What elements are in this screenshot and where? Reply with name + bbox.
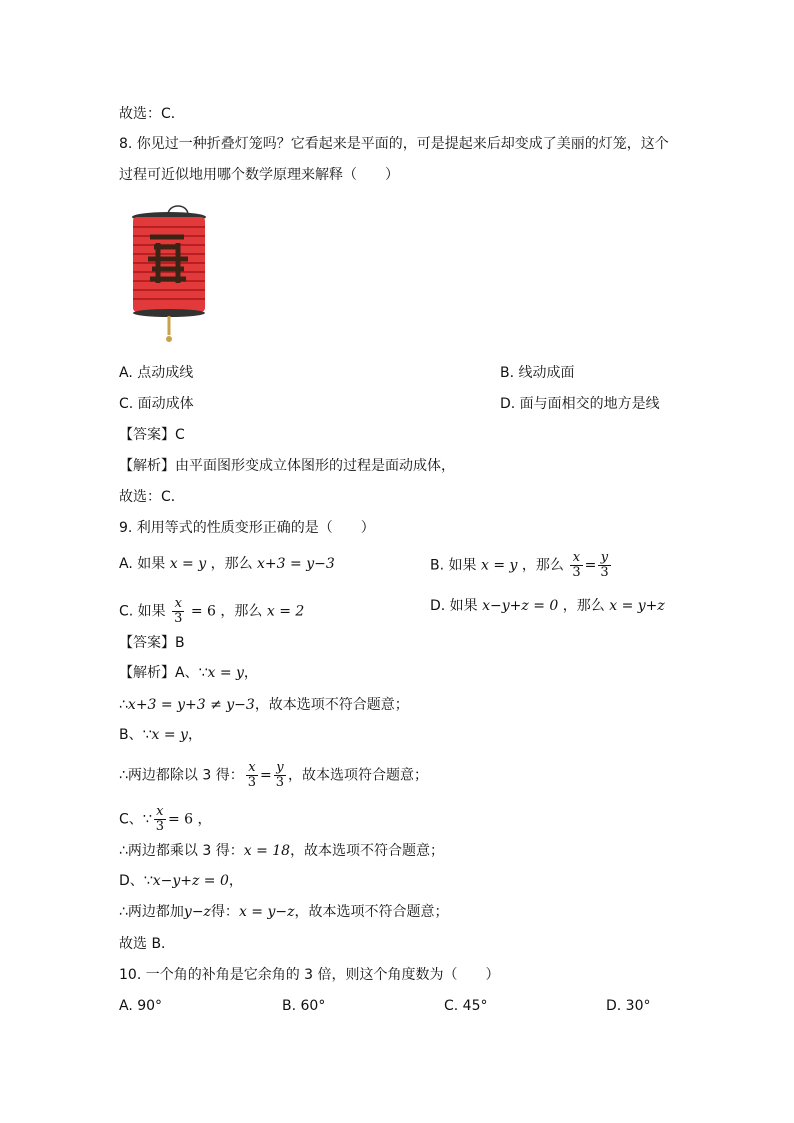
q8-option-d: D. 面与面相交的地方是线	[500, 396, 660, 412]
q9-option-b-mid: ，那么	[521, 557, 564, 574]
q9-option-d-mid: ，那么	[562, 598, 605, 614]
q9-option-c-mid: ，那么	[220, 603, 263, 620]
q9-option-d-eq2: x = y+z	[609, 598, 665, 614]
q9-option-c-rhs: = 6	[190, 603, 216, 620]
q9-option-d-eq1: x−y+z = 0	[482, 598, 559, 614]
q9-option-a	[119, 554, 335, 574]
q9-analysis-c-result: ∴两边都乘以 3 得：x = 18，故本选项不符合题意；	[119, 843, 445, 859]
q9-analysis-b: B、∵x = y，	[119, 727, 202, 743]
q9-answer: 【答案】B	[119, 635, 185, 651]
q9-stem: 9. 利用等式的性质变形正确的是（ ）	[119, 520, 375, 536]
q9-option-b: B. 如果 x = y ，那么 $\frac{x}{3}$ = $\frac{y}{3}$	[430, 550, 609, 580]
q9-analysis-c: C、∵ $\frac{x}{3}$ = 6 ，	[119, 804, 212, 834]
q9-option-b-frac-y: $\frac{y}{3}$	[600, 550, 609, 580]
q8-option-a: A. 点动成线	[119, 365, 194, 381]
q9-option-b-frac-x: $\frac{x}{3}$	[572, 550, 581, 580]
q9-option-c-eq: x = 2	[266, 603, 305, 620]
q9-option-c-prefix: C. 如果	[119, 603, 166, 620]
q9-option-b-prefix: B. 如果	[430, 557, 477, 574]
q9-analysis-a: 【解析】A、∵x = y，	[119, 665, 258, 681]
q9-option-b-eq1: x = y	[480, 557, 518, 574]
q10-option-d: D. 30°	[606, 998, 651, 1014]
q9-analysis-d: D、∵x−y+z = 0，	[119, 873, 243, 889]
q8-choose: 故选：C．	[119, 489, 185, 505]
prev-answer: 故选：C．	[119, 106, 185, 122]
q8-stem-line1: 8. 你见过一种折叠灯笼吗？它看起来是平面的，可是提起来后却变成了美丽的灯笼，这个	[119, 136, 669, 152]
q8-option-b: B. 线动成面	[500, 365, 575, 381]
q8-stem-line2: 过程可近似地用哪个数学原理来解释（ ）	[119, 167, 399, 183]
q9-choose: 故选 B．	[119, 936, 176, 952]
q9-option-c	[119, 597, 304, 626]
q9-option-a-mid: ，那么	[210, 556, 253, 572]
q10-stem: 10. 一个角的补角是它余角的 3 倍，则这个角度数为（ ）	[119, 967, 500, 983]
q9-option-a-eq1: x = y	[169, 556, 207, 572]
q9-option-d-prefix: D. 如果	[430, 598, 478, 614]
q10-option-b: B. 60°	[282, 998, 326, 1014]
q9-option-d	[430, 596, 665, 616]
q9-option-a-eq2: x+3 = y−3	[257, 556, 335, 572]
q9-option-a-prefix: A. 如果	[119, 556, 166, 572]
q8-answer: 【答案】C	[119, 427, 185, 443]
q9-analysis-d-result: ∴两边都加y−z得：x = y−z，故本选项不符合题意；	[119, 904, 449, 920]
folding-lantern-image	[128, 203, 210, 345]
q8-option-c: C. 面动成体	[119, 396, 194, 412]
q9-option-c-frac: $\frac{x}{3}$	[174, 596, 183, 626]
q9-analysis-a-result: ∴x+3 = y+3 ≠ y−3，故本选项不符合题意；	[119, 697, 409, 713]
q8-analysis: 【解析】由平面图形变成立体图形的过程是面动成体，	[119, 458, 455, 474]
q10-option-a: A. 90°	[119, 998, 163, 1014]
q10-option-c: C. 45°	[444, 998, 488, 1014]
q9-analysis-b-result: ∴两边都除以 3 得： $\frac{x}{3}$ = $\frac{y}{3}$ ，故本选项符合题意；	[119, 760, 429, 790]
